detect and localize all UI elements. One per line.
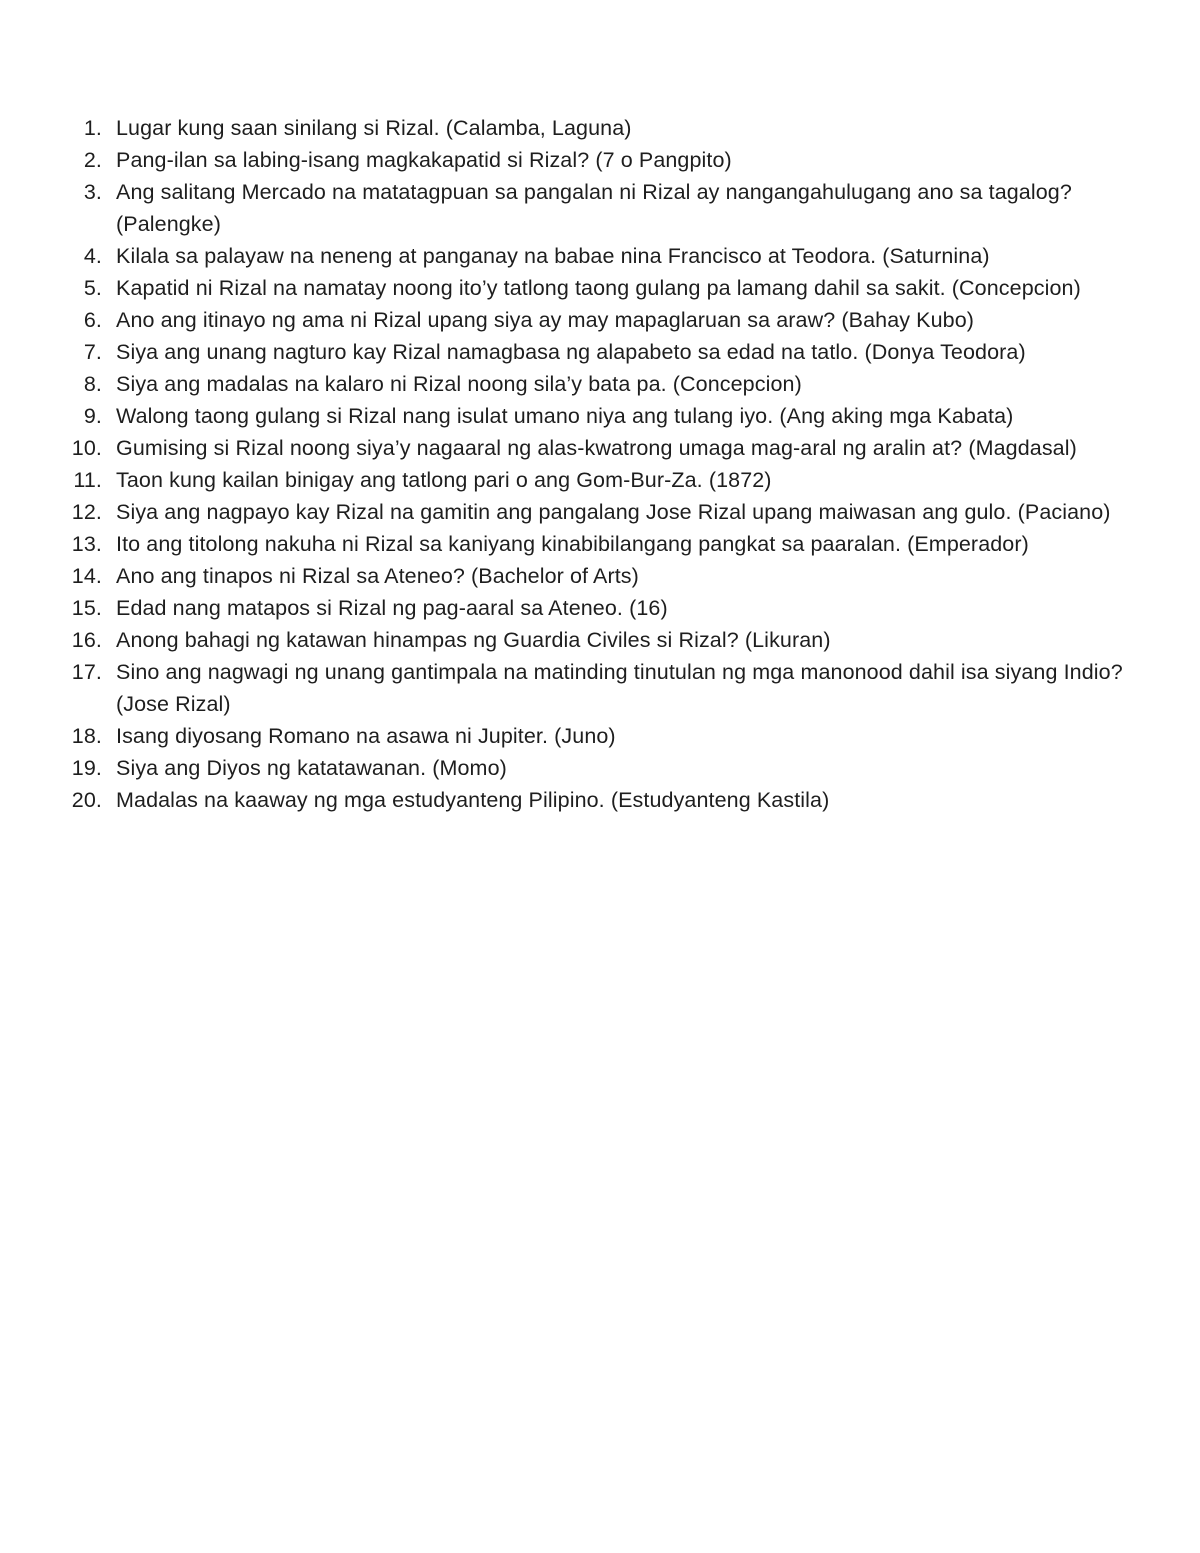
list-item	[58, 432, 1158, 464]
list-item	[58, 176, 1158, 240]
list-item	[58, 144, 1158, 176]
item-number: 2.	[83, 148, 102, 172]
item-number: 18.	[71, 724, 102, 748]
list-item	[58, 528, 1158, 560]
item-number: 6.	[83, 308, 102, 332]
item-number: 1.	[83, 116, 102, 140]
item-number: 8.	[83, 372, 102, 396]
item-text: Gumising si Rizal noong siya’y nagaaral ng alas-kwatrong umaga mag-aral ng aralin at? (Magdasal)	[116, 436, 1077, 460]
item-text: Sino ang nagwagi ng unang gantimpala na matinding tinutulan ng mga manonood dahil isa siyang Indio? (Jose Rizal)	[116, 660, 1123, 716]
item-text: Siya ang nagpayo kay Rizal na gamitin ang pangalang Jose Rizal upang maiwasan ang gulo. (Paciano)	[116, 500, 1111, 524]
list-item	[58, 624, 1158, 656]
item-number: 16.	[71, 628, 102, 652]
list-item	[58, 336, 1158, 368]
list-item	[58, 112, 1158, 144]
item-text: Kapatid ni Rizal na namatay noong ito’y tatlong taong gulang pa lamang dahil sa sakit. (Concepcion)	[116, 276, 1081, 300]
item-text: Siya ang Diyos ng katatawanan. (Momo)	[116, 756, 507, 780]
item-text: Anong bahagi ng katawan hinampas ng Guardia Civiles si Rizal? (Likuran)	[116, 628, 831, 652]
item-number: 9.	[83, 404, 102, 428]
item-number: 11.	[73, 468, 102, 492]
item-text: Pang-ilan sa labing-isang magkakapatid si Rizal? (7 o Pangpito)	[116, 148, 732, 172]
list-item	[58, 784, 1158, 816]
item-text: Madalas na kaaway ng mga estudyanteng Pilipino. (Estudyanteng Kastila)	[116, 788, 830, 812]
list-item	[58, 464, 1158, 496]
item-text: Edad nang matapos si Rizal ng pag-aaral sa Ateneo. (16)	[116, 596, 668, 620]
item-number: 3.	[83, 180, 102, 204]
item-number: 20.	[71, 788, 102, 812]
item-text: Siya ang unang nagturo kay Rizal namagbasa ng alapabeto sa edad na tatlo. (Donya Teodora)	[116, 340, 1026, 364]
item-number: 4.	[83, 244, 102, 268]
item-number: 13.	[71, 532, 102, 556]
item-number: 5.	[83, 276, 102, 300]
item-text: Kilala sa palayaw na neneng at panganay na babae nina Francisco at Teodora. (Saturnina)	[116, 244, 990, 268]
list-item	[58, 240, 1158, 272]
item-text: Ano ang itinayo ng ama ni Rizal upang siya ay may mapaglaruan sa araw? (Bahay Kubo)	[116, 308, 975, 332]
list-item	[58, 368, 1158, 400]
item-text: Taon kung kailan binigay ang tatlong pari o ang Gom-Bur-Za. (1872)	[116, 468, 772, 492]
list-item	[58, 752, 1158, 784]
list-item	[58, 304, 1158, 336]
item-text: Ano ang tinapos ni Rizal sa Ateneo? (Bachelor of Arts)	[116, 564, 639, 588]
item-number: 14.	[71, 564, 102, 588]
item-text: Lugar kung saan sinilang si Rizal. (Calamba, Laguna)	[116, 116, 632, 140]
list-item	[58, 560, 1158, 592]
item-number: 19.	[71, 756, 102, 780]
list-item	[58, 400, 1158, 432]
item-text: Ito ang titolong nakuha ni Rizal sa kaniyang kinabibilangang pangkat sa paaralan. (Emperador)	[116, 532, 1029, 556]
list-item	[58, 592, 1158, 624]
item-number: 7.	[83, 340, 102, 364]
list-item	[58, 656, 1158, 720]
item-text: Ang salitang Mercado na matatagpuan sa pangalan ni Rizal ay nangangahulugang ano sa tagalog? (Palengke)	[116, 180, 1072, 236]
item-text: Siya ang madalas na kalaro ni Rizal noong sila’y bata pa. (Concepcion)	[116, 372, 802, 396]
item-number: 15.	[71, 596, 102, 620]
list-item	[58, 496, 1158, 528]
list-item	[58, 272, 1158, 304]
item-text: Isang diyosang Romano na asawa ni Jupiter. (Juno)	[116, 724, 616, 748]
item-number: 17.	[71, 660, 102, 684]
list-item	[58, 720, 1158, 752]
item-number: 10.	[71, 436, 102, 460]
question-list	[58, 112, 1158, 816]
item-number: 12.	[71, 500, 102, 524]
item-text: Walong taong gulang si Rizal nang isulat umano niya ang tulang iyo. (Ang aking mga Kabata)	[116, 404, 1014, 428]
